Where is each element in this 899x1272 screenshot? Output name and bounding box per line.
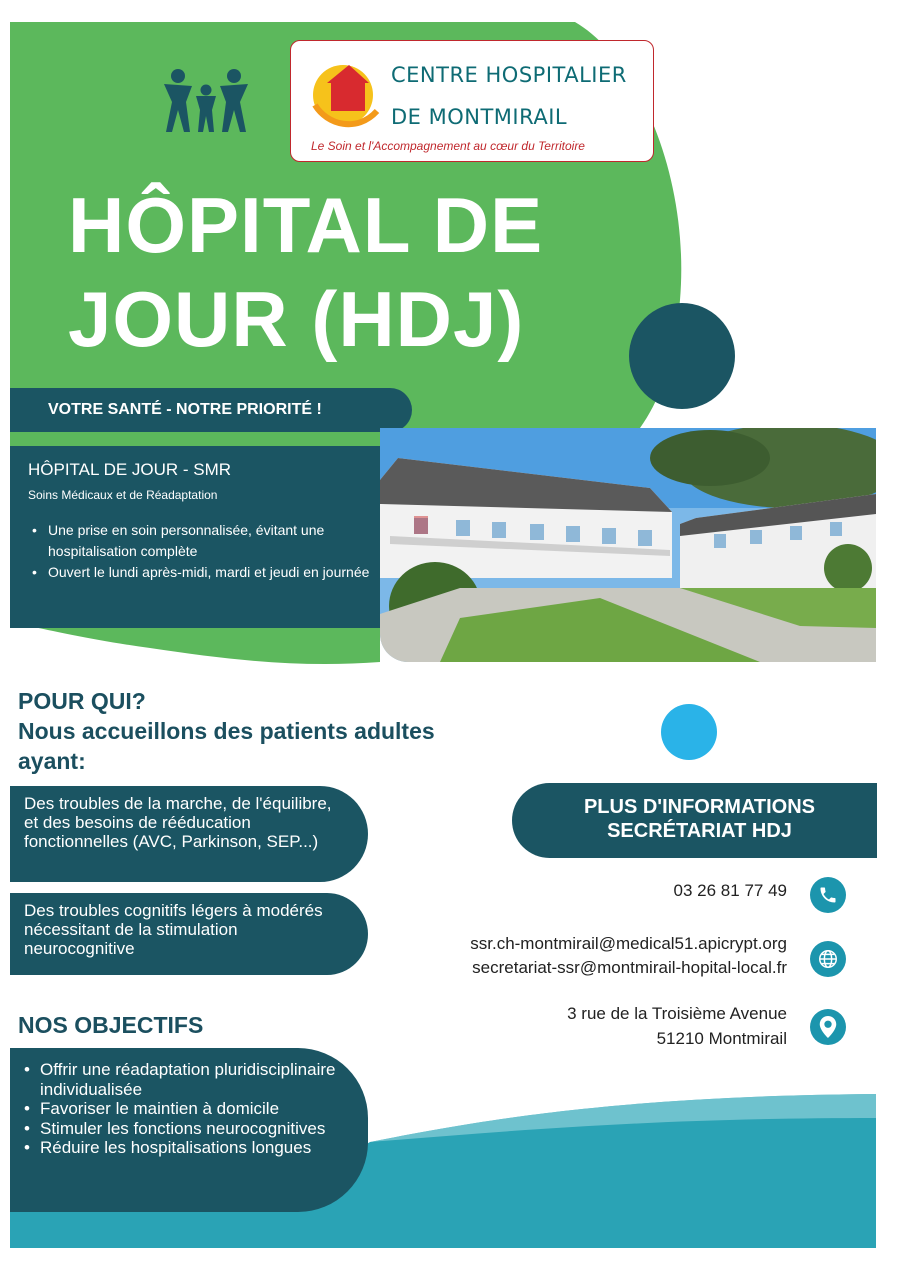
logo-tagline: Le Soin et l'Accompagnement au cœur du Territoire xyxy=(311,139,585,153)
objectifs-box xyxy=(10,1048,368,1212)
objectifs-heading: NOS OBJECTIFS xyxy=(18,1012,204,1038)
pour-qui-heading xyxy=(18,686,438,776)
globe-icon xyxy=(810,941,846,977)
logo-line-1: CENTRE HOSPITALIER xyxy=(391,63,627,87)
list-item: • Favoriser le maintien à domicile xyxy=(24,1099,344,1119)
hdj-title: HÔPITAL DE JOUR - SMR xyxy=(28,460,232,479)
page-title-line-1: HÔPITAL DE xyxy=(68,181,544,269)
logo-line-2: DE MONTMIRAIL xyxy=(391,105,568,129)
family-icon xyxy=(160,66,252,136)
hospital-logo xyxy=(290,40,654,162)
objectifs-list xyxy=(24,1060,344,1158)
location-pin-icon xyxy=(810,1009,846,1045)
patient-criteria-2 xyxy=(10,893,368,975)
decorative-circle-dark xyxy=(629,303,735,409)
list-item: • Réduire les hospitalisations longues xyxy=(24,1138,344,1158)
phone-number[interactable]: 03 26 81 77 49 xyxy=(673,881,787,900)
address-line-2: 51210 Montmirail xyxy=(656,1029,787,1048)
hdj-list xyxy=(28,520,373,583)
priority-banner: VOTRE SANTÉ - NOTRE PRIORITÉ ! xyxy=(10,388,412,432)
hdj-subtitle: Soins Médicaux et de Réadaptation xyxy=(28,488,218,502)
email-link-1[interactable]: ssr.ch-montmirail@medical51.apicrypt.org xyxy=(470,934,787,953)
logo-sun-house-icon xyxy=(307,55,383,135)
patient-criteria-1-text: Des troubles de la marche, de l'équilibre, et des besoins de rééducation fonctionnelles (AVC, Parkinson, SEP...) xyxy=(24,794,332,851)
list-item: • Ouvert le lundi après-midi, mardi et jeudi en journée xyxy=(28,562,373,583)
info-line-1: PLUS D'INFORMATIONS xyxy=(583,796,816,818)
address-line-1: 3 rue de la Troisième Avenue xyxy=(567,1004,787,1023)
pour-qui-subtitle: Nous accueillons des patients adultes ayant: xyxy=(18,718,435,774)
list-item: • Stimuler les fonctions neurocognitives xyxy=(24,1119,344,1139)
hospital-building-photo xyxy=(380,428,876,662)
info-line-2: SECRÉTARIAT HDJ xyxy=(607,820,792,842)
info-banner xyxy=(512,783,877,858)
patient-criteria-2-text: Des troubles cognitifs légers à modérés nécessitant de la stimulation neurocognitive xyxy=(24,901,323,958)
page-title-line-2: JOUR (HDJ) xyxy=(68,275,525,363)
email-link-2[interactable]: secretariat-ssr@montmirail-hopital-local.fr xyxy=(472,958,787,977)
patient-criteria-1 xyxy=(10,786,368,882)
hdj-info-box xyxy=(10,446,382,628)
phone-icon xyxy=(810,877,846,913)
decorative-circle-light xyxy=(661,704,717,760)
list-item: • Offrir une réadaptation pluridisciplinaire individualisée xyxy=(24,1060,344,1099)
page-title xyxy=(68,178,628,366)
pour-qui-title: POUR QUI? xyxy=(18,688,146,714)
list-item: • Une prise en soin personnalisée, évitant une hospitalisation complète xyxy=(28,520,373,562)
